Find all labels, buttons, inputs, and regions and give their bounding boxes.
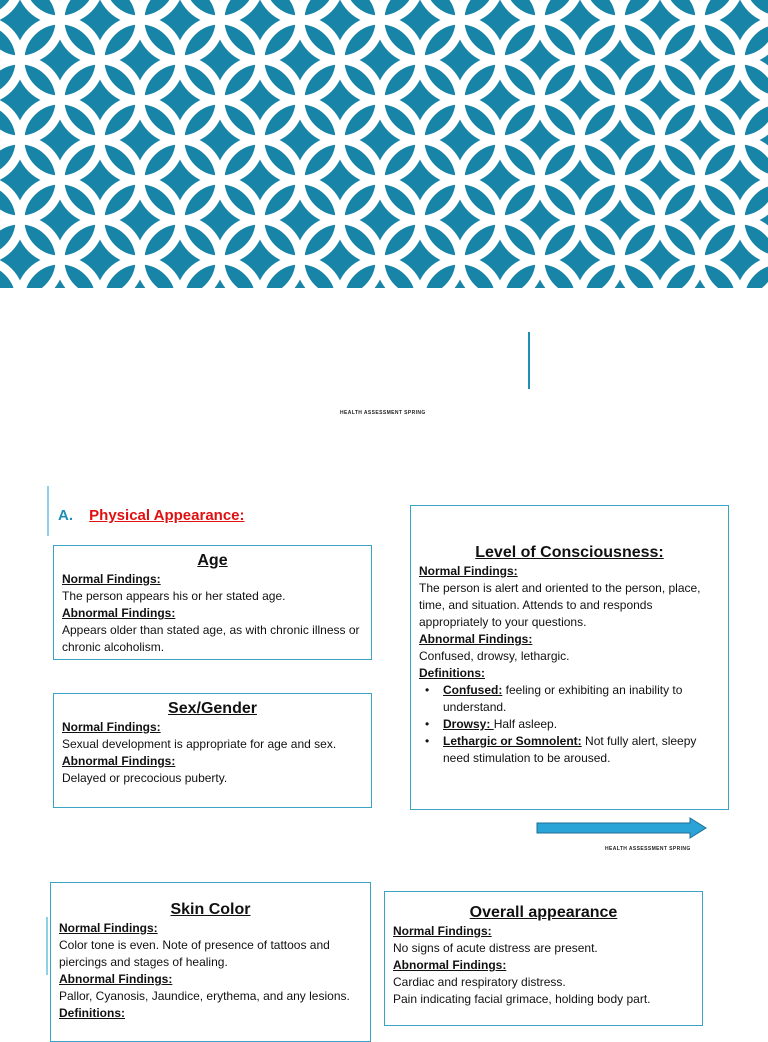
loc-abnormal-label: Abnormal Findings:: [419, 632, 533, 646]
slide-footer: HEALTH ASSESSMENT SPRING: [340, 410, 426, 416]
skin-color-title: Skin Color: [170, 901, 251, 918]
consciousness-card: [410, 505, 729, 810]
consciousness-title: Level of Consciousness:: [475, 544, 664, 561]
loc-normal-text: The person is alert and oriented to the person, place, time, and situation. Attends to and responds appropriately to your questions.: [419, 581, 701, 629]
title-divider: [528, 332, 530, 389]
interlocking-circles-pattern: [0, 0, 768, 288]
definition-term: Lethargic or Somnolent:: [443, 734, 582, 748]
sex-normal-text: Sexual development is appropriate for age and sex.: [62, 737, 337, 751]
age-title: Age: [197, 552, 228, 569]
sex-abnormal-text: Delayed or precocious puberty.: [62, 771, 228, 785]
loc-abnormal-text: Confused, drowsy, lethargic.: [419, 649, 570, 663]
definition-item: [437, 716, 720, 733]
overall-abnormal-label: Abnormal Findings:: [393, 958, 507, 972]
next-arrow-icon: [536, 817, 708, 839]
section-title: Physical Appearance:: [89, 507, 245, 524]
age-normal-text: The person appears his or her stated age.: [62, 589, 286, 603]
skin-accent-line: [46, 917, 48, 975]
overall-abnormal-text-1: Cardiac and respiratory distress.: [393, 975, 566, 989]
overall-normal-text: No signs of acute distress are present.: [393, 941, 598, 955]
overall-abnormal-text-2: Pain indicating facial grimace, holding body part.: [393, 992, 651, 1006]
definition-text: feeling or exhibiting an inability to understand.: [443, 683, 683, 714]
age-card: [53, 545, 372, 660]
skin-definitions-label: Definitions:: [59, 1006, 125, 1020]
sex-gender-title: Sex/Gender: [168, 700, 257, 717]
overall-title: Overall appearance: [469, 904, 618, 921]
section-letter: A.: [58, 507, 73, 524]
skin-normal-text: Color tone is even. Note of presence of tattoos and piercings and stages of healing.: [59, 938, 330, 969]
definition-item: [437, 733, 720, 767]
decorative-banner: [0, 0, 768, 288]
definition-item: [437, 682, 720, 716]
sex-abnormal-label: Abnormal Findings:: [62, 754, 176, 768]
definition-text: Half asleep.: [493, 717, 558, 731]
age-abnormal-label: Abnormal Findings:: [62, 606, 176, 620]
skin-abnormal-text: Pallor, Cyanosis, Jaundice, erythema, and any lesions.: [59, 989, 350, 1003]
skin-color-card: [50, 882, 371, 1042]
definitions-list: [419, 682, 720, 767]
loc-normal-label: Normal Findings:: [419, 564, 518, 578]
skin-normal-label: Normal Findings:: [59, 921, 158, 935]
definition-text: Not fully alert, sleepy need stimulation to be aroused.: [443, 734, 697, 765]
skin-abnormal-label: Abnormal Findings:: [59, 972, 173, 986]
slide-footer-2: HEALTH ASSESSMENT SPRING: [605, 846, 691, 852]
definition-term: Confused:: [443, 683, 503, 697]
sex-gender-card: [53, 693, 372, 808]
age-abnormal-text: Appears older than stated age, as with chronic illness or chronic alcoholism.: [62, 623, 360, 654]
overall-appearance-card: [384, 891, 703, 1026]
section-heading: [58, 507, 245, 524]
age-normal-label: Normal Findings:: [62, 572, 161, 586]
section-accent-line: [47, 486, 49, 536]
loc-definitions-label: Definitions:: [419, 666, 485, 680]
overall-normal-label: Normal Findings:: [393, 924, 492, 938]
sex-normal-label: Normal Findings:: [62, 720, 161, 734]
definition-term: Drowsy:: [443, 717, 494, 731]
